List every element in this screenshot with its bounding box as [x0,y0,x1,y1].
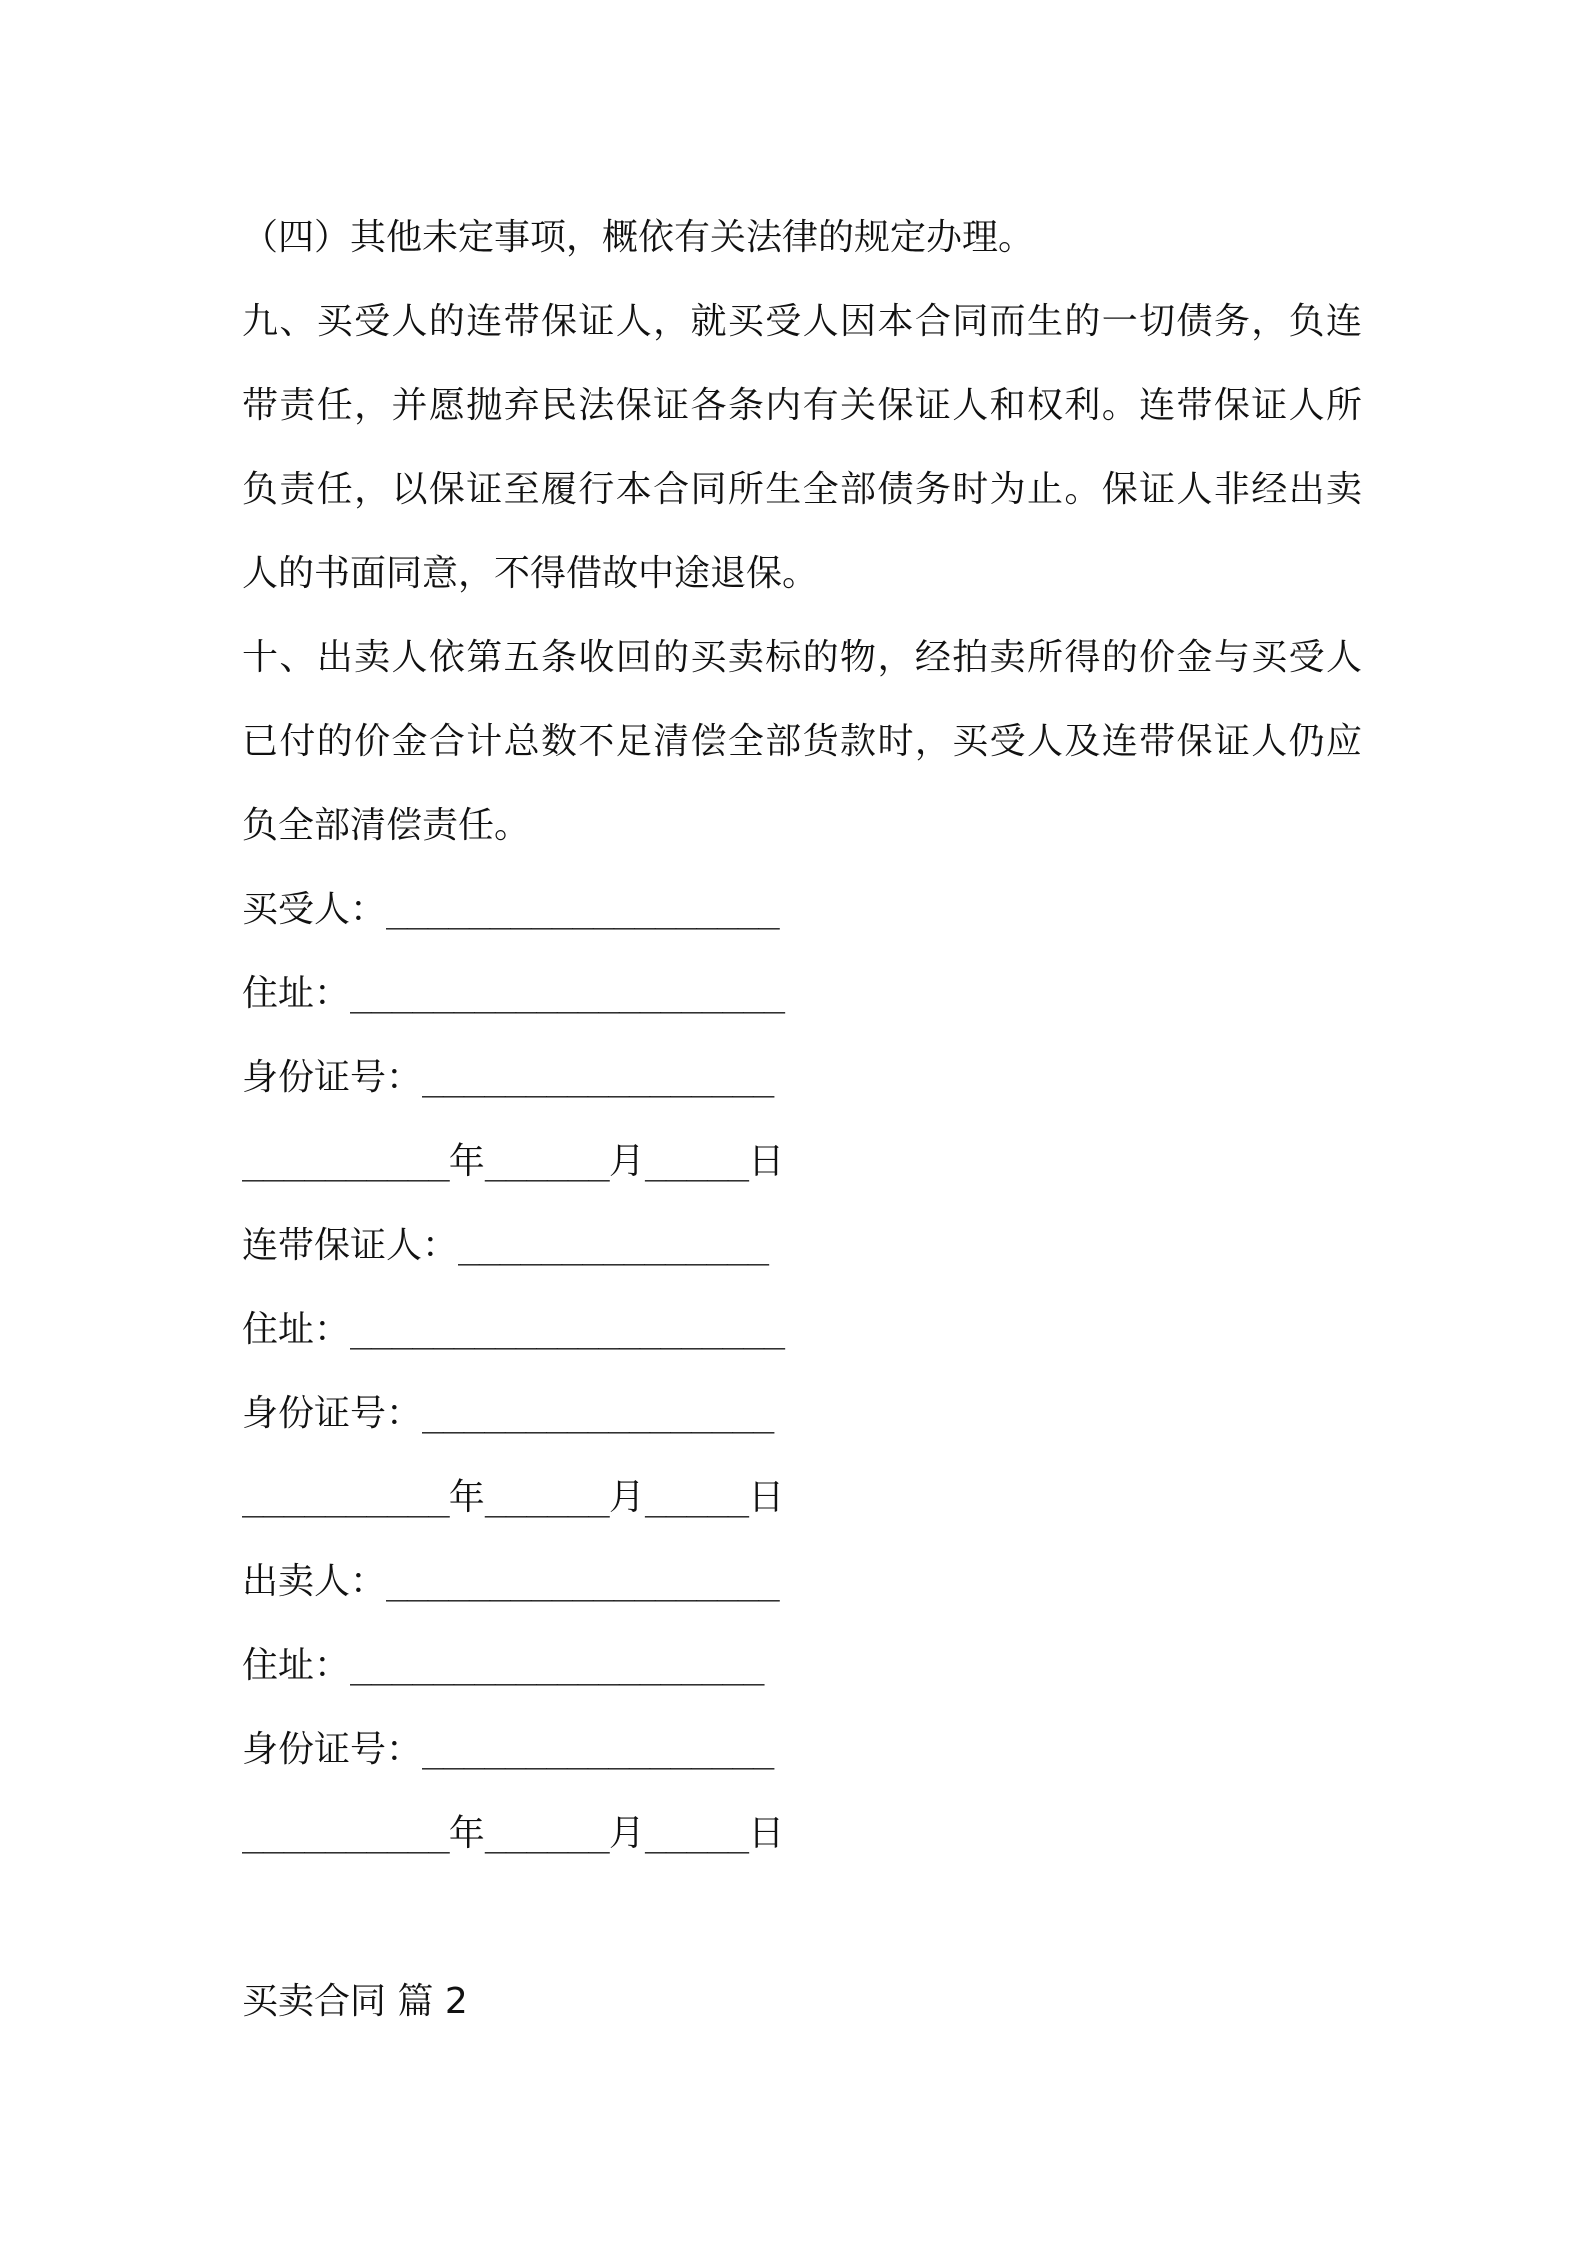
clause-10-line: 已付的价金合计总数不足清偿全部货款时，买受人及连带保证人仍应 [242,721,1362,762]
buyer-name-row [242,868,1362,952]
clause-4-text: （四）其他未定事项，概依有关法律的规定办理。 [242,217,1035,258]
guarantor-address-blank: _____________________ [350,1309,785,1350]
buyer-month-blank: ______ [484,1141,609,1182]
seller-day-label: 日 [748,1813,785,1854]
buyer-day-blank: _____ [644,1141,749,1182]
buyer-signature-block [242,868,1362,1204]
seller-id-blank: _________________ [422,1729,774,1770]
buyer-year-blank: __________ [242,1141,449,1182]
section-spacer [242,1876,1362,1960]
guarantor-address-row [242,1288,1362,1372]
seller-name-label: 出卖人： [242,1561,387,1602]
seller-month-label: 月 [608,1813,645,1854]
clause-10-line: 负全部清偿责任。 [242,805,531,846]
seller-address-blank: ____________________ [350,1645,764,1686]
guarantor-id-blank: _________________ [422,1393,774,1434]
guarantor-month-label: 月 [608,1477,645,1518]
seller-year-blank: __________ [242,1813,449,1854]
buyer-id-row [242,1036,1362,1120]
seller-date-row [242,1792,1362,1876]
guarantor-date-row [242,1456,1362,1540]
clause-9-line: 负责任，以保证至履行本合同所生全部债务时为止。保证人非经出卖 [242,469,1362,510]
seller-day-blank: _____ [644,1813,749,1854]
buyer-address-label: 住址： [242,973,351,1014]
buyer-name-label: 买受人： [242,889,387,930]
guarantor-id-row [242,1372,1362,1456]
guarantor-signature-block [242,1204,1362,1540]
clause-9-line: 人的书面同意，不得借故中途退保。 [242,553,819,594]
document-content [242,196,1362,2044]
clause-9-line: 九、买受人的连带保证人，就买受人因本合同而生的一切债务，负连 [242,301,1362,342]
clause-9 [242,280,1362,616]
clause-10-line: 十、出卖人依第五条收回的买卖标的物，经拍卖所得的价金与买受人 [242,637,1362,678]
seller-id-label: 身份证号： [242,1729,423,1770]
buyer-address-row [242,952,1362,1036]
clause-9-line: 带责任，并愿抛弃民法保证各条内有关保证人和权利。连带保证人所 [242,385,1362,426]
guarantor-id-label: 身份证号： [242,1393,423,1434]
guarantor-name-label: 连带保证人： [242,1225,459,1266]
buyer-name-blank: ___________________ [386,889,779,930]
guarantor-day-label: 日 [748,1477,785,1518]
seller-signature-block [242,1540,1362,1876]
buyer-month-label: 月 [608,1141,645,1182]
buyer-date-row [242,1120,1362,1204]
next-section-heading: 买卖合同 篇 2 [242,1981,468,2022]
buyer-year-label: 年 [448,1141,485,1182]
seller-year-label: 年 [448,1813,485,1854]
guarantor-day-blank: _____ [644,1477,749,1518]
seller-address-row [242,1624,1362,1708]
seller-address-label: 住址： [242,1645,351,1686]
guarantor-month-blank: ______ [484,1477,609,1518]
guarantor-address-label: 住址： [242,1309,351,1350]
clause-10 [242,616,1362,868]
seller-name-blank: ___________________ [386,1561,779,1602]
seller-name-row [242,1540,1362,1624]
buyer-address-blank: _____________________ [350,973,785,1014]
seller-month-blank: ______ [484,1813,609,1854]
buyer-id-label: 身份证号： [242,1057,423,1098]
guarantor-name-blank: _______________ [458,1225,769,1266]
buyer-id-blank: _________________ [422,1057,774,1098]
guarantor-year-label: 年 [448,1477,485,1518]
guarantor-year-blank: __________ [242,1477,449,1518]
buyer-day-label: 日 [748,1141,785,1182]
seller-id-row [242,1708,1362,1792]
guarantor-name-row [242,1204,1362,1288]
